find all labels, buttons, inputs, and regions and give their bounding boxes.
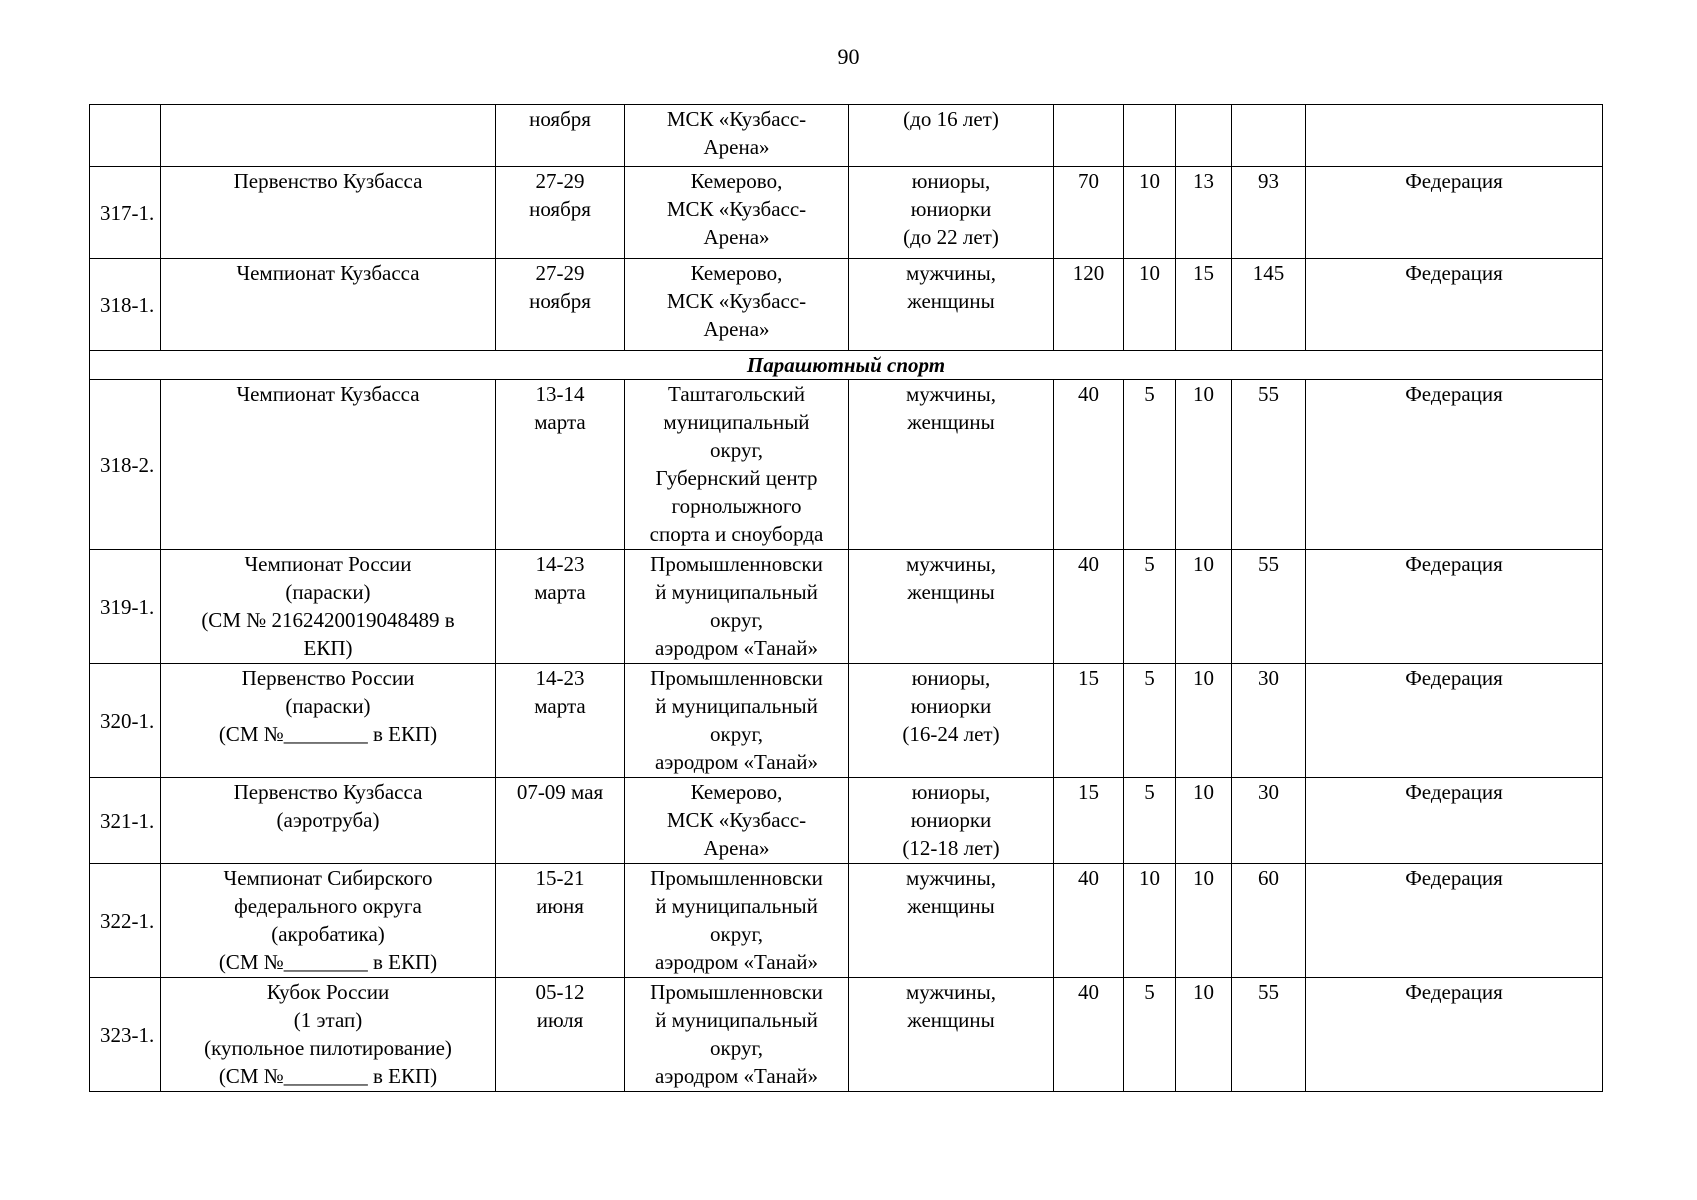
table-row (90, 105, 1603, 167)
row-number: 320-1. (90, 664, 161, 778)
event-participants-line: мужчины, (906, 866, 996, 890)
count-c1 (1054, 105, 1124, 167)
event-place-line: МСК «Кузбасс- (666, 107, 807, 131)
count-c1: 40 (1054, 550, 1124, 664)
event-dates (496, 550, 625, 664)
event-dates (496, 978, 625, 1092)
event-participants-line: юниоры, (911, 666, 991, 690)
event-name (161, 550, 496, 664)
count-c4 (1232, 105, 1306, 167)
event-place (625, 259, 849, 351)
event-place (625, 167, 849, 259)
row-number: 321-1. (90, 778, 161, 864)
event-place-line: МСК «Кузбасс- (666, 197, 807, 221)
event-place-line: й муниципальный (655, 1008, 818, 1032)
count-c3: 15 (1176, 259, 1232, 351)
event-name (161, 259, 496, 351)
event-participants (849, 167, 1054, 259)
event-participants (849, 664, 1054, 778)
event-place-line: Промышленновски (650, 666, 823, 690)
row-number: 318-1. (90, 259, 161, 351)
count-c4: 30 (1232, 664, 1306, 778)
row-number: 318-2. (90, 380, 161, 550)
section-title: Парашютный спорт (90, 351, 1603, 380)
count-c2: 5 (1124, 380, 1176, 550)
event-place-line: й муниципальный (655, 894, 818, 918)
event-name-line: (СМ №________ в ЕКП) (218, 1064, 438, 1088)
event-place-line: муниципальный (663, 410, 810, 434)
event-dates (496, 864, 625, 978)
count-c4: 55 (1232, 380, 1306, 550)
count-c1: 15 (1054, 664, 1124, 778)
event-dates-line: марта (534, 580, 586, 604)
event-name (161, 978, 496, 1092)
event-dates-line: ноября (529, 197, 591, 221)
count-c3: 10 (1176, 978, 1232, 1092)
event-dates-line: 15-21 (535, 866, 585, 890)
event-place-line: Кемерово, (690, 780, 783, 804)
count-c2: 5 (1124, 778, 1176, 864)
count-c1: 70 (1054, 167, 1124, 259)
event-dates-line: 14-23 (535, 666, 585, 690)
event-dates (496, 259, 625, 351)
event-name-line: (1 этап) (293, 1008, 363, 1032)
event-place-line: спорта и сноуборда (649, 522, 824, 546)
event-participants-line: юниорки (910, 808, 992, 832)
event-participants-line: (до 22 лет) (903, 225, 999, 249)
event-name-line: (СМ № 2162420019048489 в (201, 608, 455, 632)
count-c3: 13 (1176, 167, 1232, 259)
event-participants-line: мужчины, (906, 261, 996, 285)
event-place-line: Арена» (703, 317, 770, 341)
event-name (161, 864, 496, 978)
event-name-line: (СМ №________ в ЕКП) (218, 722, 438, 746)
count-c4: 30 (1232, 778, 1306, 864)
count-c3: 10 (1176, 380, 1232, 550)
count-c1: 120 (1054, 259, 1124, 351)
event-name (161, 664, 496, 778)
event-place-line: Арена» (703, 836, 770, 860)
event-place (625, 380, 849, 550)
event-participants-line: мужчины, (906, 980, 996, 1004)
event-place-line: Арена» (703, 225, 770, 249)
organizer (1306, 105, 1603, 167)
event-place-line: округ, (710, 722, 763, 746)
event-place-line: округ, (710, 438, 763, 462)
table-row (90, 167, 1603, 259)
event-place-line: округ, (710, 608, 763, 632)
count-c1: 40 (1054, 864, 1124, 978)
event-name (161, 380, 496, 550)
event-participants-line: мужчины, (906, 382, 996, 406)
event-place-line: Таштагольский (668, 382, 805, 406)
count-c1: 40 (1054, 978, 1124, 1092)
event-participants-line: женщины (907, 1008, 995, 1032)
event-place-line: й муниципальный (655, 580, 818, 604)
rows-after-section (90, 380, 1603, 1092)
event-place (625, 105, 849, 167)
event-participants-line: женщины (907, 289, 995, 313)
event-name-line: Чемпионат Кузбасса (236, 261, 420, 285)
organizer: Федерация (1306, 380, 1603, 550)
event-dates-line: 27-29 (535, 261, 585, 285)
event-name-line: (СМ №________ в ЕКП) (218, 950, 438, 974)
event-place-line: округ, (710, 922, 763, 946)
event-participants (849, 259, 1054, 351)
row-number (90, 105, 161, 167)
event-place-line: Промышленновски (650, 980, 823, 1004)
count-c4: 55 (1232, 978, 1306, 1092)
event-participants-line: женщины (907, 580, 995, 604)
row-number: 323-1. (90, 978, 161, 1092)
table-row (90, 664, 1603, 778)
event-place-line: МСК «Кузбасс- (666, 808, 807, 832)
event-name-line: (акробатика) (271, 922, 385, 946)
table-row (90, 864, 1603, 978)
event-participants-line: юниоры, (911, 169, 991, 193)
row-number: 322-1. (90, 864, 161, 978)
event-place-line: Арена» (703, 135, 770, 159)
count-c3: 10 (1176, 550, 1232, 664)
table-row (90, 380, 1603, 550)
event-name-line: Первенство Кузбасса (233, 169, 423, 193)
count-c3: 10 (1176, 664, 1232, 778)
count-c3: 10 (1176, 864, 1232, 978)
event-place-line: Кемерово, (690, 169, 783, 193)
event-participants-line: (до 16 лет) (903, 107, 999, 131)
event-place (625, 778, 849, 864)
event-dates-line: марта (534, 694, 586, 718)
event-place-line: аэродром «Танай» (655, 950, 818, 974)
event-participants-line: юниоры, (911, 780, 991, 804)
event-name-line: Чемпионат России (244, 552, 412, 576)
count-c4: 60 (1232, 864, 1306, 978)
event-participants (849, 978, 1054, 1092)
count-c2: 5 (1124, 978, 1176, 1092)
event-name-line: (аэротруба) (276, 808, 380, 832)
event-place-line: округ, (710, 1036, 763, 1060)
count-c1: 15 (1054, 778, 1124, 864)
table-row (90, 259, 1603, 351)
count-c2: 10 (1124, 864, 1176, 978)
event-dates-line: ноября (529, 289, 591, 313)
event-name-line: Чемпионат Сибирского (223, 866, 433, 890)
count-c2: 10 (1124, 167, 1176, 259)
event-name-line: ЕКП) (303, 636, 353, 660)
event-place-line: Кемерово, (690, 261, 783, 285)
event-place-line: МСК «Кузбасс- (666, 289, 807, 313)
event-participants (849, 380, 1054, 550)
event-place-line: горнолыжного (671, 494, 802, 518)
event-dates-line: 05-12 (535, 980, 585, 1004)
table-row (90, 778, 1603, 864)
table-row (90, 978, 1603, 1092)
event-participants (849, 778, 1054, 864)
row-number: 319-1. (90, 550, 161, 664)
event-participants (849, 105, 1054, 167)
count-c2: 5 (1124, 664, 1176, 778)
event-place-line: аэродром «Танай» (655, 1064, 818, 1088)
event-name-line: федерального округа (234, 894, 422, 918)
event-name-line: Первенство России (241, 666, 415, 690)
count-c2: 5 (1124, 550, 1176, 664)
section-header-row (90, 351, 1603, 380)
event-name-line: (купольное пилотирование) (204, 1036, 452, 1060)
event-place (625, 864, 849, 978)
event-place (625, 978, 849, 1092)
event-dates (496, 778, 625, 864)
event-name (161, 105, 496, 167)
event-participants-line: юниорки (910, 197, 992, 221)
organizer: Федерация (1306, 550, 1603, 664)
event-place (625, 550, 849, 664)
event-name-line: Кубок России (266, 980, 390, 1004)
organizer: Федерация (1306, 978, 1603, 1092)
event-dates-line: 14-23 (535, 552, 585, 576)
rows-before-section (90, 105, 1603, 351)
organizer: Федерация (1306, 778, 1603, 864)
count-c2 (1124, 105, 1176, 167)
organizer: Федерация (1306, 167, 1603, 259)
event-name-line: Чемпионат Кузбасса (236, 382, 420, 406)
event-participants-line: мужчины, (906, 552, 996, 576)
organizer: Федерация (1306, 664, 1603, 778)
count-c4: 93 (1232, 167, 1306, 259)
event-place-line: Промышленновски (650, 552, 823, 576)
event-place-line: Промышленновски (650, 866, 823, 890)
event-dates (496, 105, 625, 167)
organizer: Федерация (1306, 259, 1603, 351)
event-place-line: аэродром «Танай» (655, 750, 818, 774)
event-dates (496, 167, 625, 259)
organizer: Федерация (1306, 864, 1603, 978)
event-dates-line: 07-09 мая (516, 780, 604, 804)
count-c4: 55 (1232, 550, 1306, 664)
event-name-line: (параски) (285, 694, 371, 718)
event-dates-line: 13-14 (535, 382, 585, 406)
event-dates-line: ноября (529, 107, 591, 131)
row-number: 317-1. (90, 167, 161, 259)
count-c2: 10 (1124, 259, 1176, 351)
table-row (90, 550, 1603, 664)
event-dates (496, 380, 625, 550)
event-dates-line: июля (536, 1008, 584, 1032)
event-name (161, 778, 496, 864)
section-header-group (90, 351, 1603, 380)
event-participants (849, 864, 1054, 978)
event-dates-line: 27-29 (535, 169, 585, 193)
event-dates (496, 664, 625, 778)
count-c4: 145 (1232, 259, 1306, 351)
event-name-line: Первенство Кузбасса (233, 780, 423, 804)
event-participants-line: (12-18 лет) (902, 836, 1000, 860)
event-participants-line: женщины (907, 894, 995, 918)
event-participants-line: (16-24 лет) (902, 722, 1000, 746)
event-place (625, 664, 849, 778)
count-c3: 10 (1176, 778, 1232, 864)
event-place-line: аэродром «Танай» (655, 636, 818, 660)
events-table (89, 104, 1603, 1092)
event-participants (849, 550, 1054, 664)
page-number: 90 (837, 44, 860, 69)
event-dates-line: марта (534, 410, 586, 434)
event-participants-line: юниорки (910, 694, 992, 718)
event-participants-line: женщины (907, 410, 995, 434)
event-name-line: (параски) (285, 580, 371, 604)
event-place-line: Губернский центр (655, 466, 818, 490)
count-c3 (1176, 105, 1232, 167)
event-dates-line: июня (536, 894, 584, 918)
event-place-line: й муниципальный (655, 694, 818, 718)
event-name (161, 167, 496, 259)
count-c1: 40 (1054, 380, 1124, 550)
